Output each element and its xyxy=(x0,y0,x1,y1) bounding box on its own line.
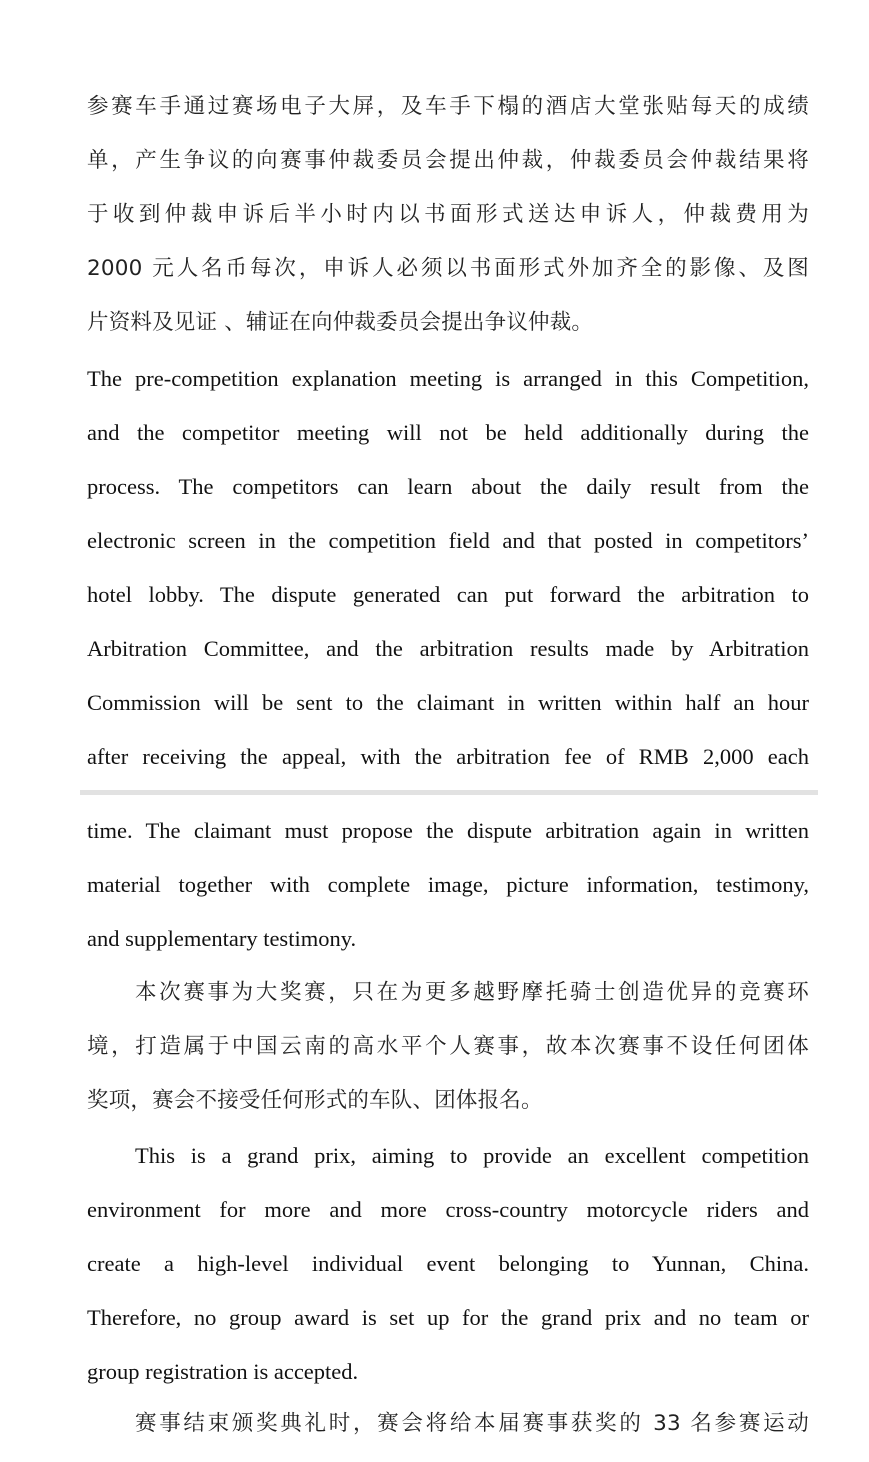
text-line: electronic screen in the competition field and that posted in competitors’ xyxy=(87,528,809,553)
paragraph-en-arbitration xyxy=(87,352,809,784)
paragraph-cn-arbitration xyxy=(87,80,809,350)
text-line: Therefore, no group award is set up for the grand prix and no team or xyxy=(87,1305,809,1330)
text-line: process. The competitors can learn about the daily result from the xyxy=(87,474,809,499)
text-line: Arbitration Committee, and the arbitration results made by Arbitration xyxy=(87,636,809,661)
text-line: environment for more and more cross-country motorcycle riders and xyxy=(87,1197,809,1222)
paragraph-cn-grand-prix xyxy=(87,966,809,1128)
text-line: 奖项，赛会不接受任何形式的车队、团体报名。 xyxy=(87,1088,543,1113)
text-line: material together with complete image, picture information, testimony, xyxy=(87,872,809,897)
text-line: create a high-level individual event belonging to Yunnan, China. xyxy=(87,1251,809,1276)
paragraph-en-arbitration-continued xyxy=(87,804,809,966)
paragraph-cn-awards xyxy=(87,1397,809,1451)
text-line: 赛事结束颁奖典礼时，赛会将给本届赛事获奖的 33 名参赛运动 xyxy=(135,1411,809,1436)
text-line: 参赛车手通过赛场电子大屏，及车手下榻的酒店大堂张贴每天的成绩 xyxy=(87,94,809,119)
text-line: 2000 元人名币每次，申诉人必须以书面形式外加齐全的影像、及图 xyxy=(87,256,809,281)
text-line: This is a grand prix, aiming to provide an excellent competition xyxy=(135,1143,809,1168)
text-line: 本次赛事为大奖赛，只在为更多越野摩托骑士创造优异的竞赛环 xyxy=(135,980,809,1005)
text-line: time. The claimant must propose the dispute arbitration again in written xyxy=(87,818,809,843)
text-line: Commission will be sent to the claimant in written within half an hour xyxy=(87,690,809,715)
text-line: group registration is accepted. xyxy=(87,1359,359,1384)
text-line: after receiving the appeal, with the arbitration fee of RMB 2,000 each xyxy=(87,744,809,769)
text-line: and the competitor meeting will not be held additionally during the xyxy=(87,420,809,445)
text-line: The pre-competition explanation meeting is arranged in this Competition, xyxy=(87,366,809,391)
page-break-divider xyxy=(80,790,818,795)
text-line: 境，打造属于中国云南的高水平个人赛事，故本次赛事不设任何团体 xyxy=(87,1034,809,1059)
text-line: 单，产生争议的向赛事仲裁委员会提出仲裁，仲裁委员会仲裁结果将 xyxy=(87,148,809,173)
text-line: hotel lobby. The dispute generated can put forward the arbitration to xyxy=(87,582,809,607)
text-line: 于收到仲裁申诉后半小时内以书面形式送达申诉人，仲裁费用为 xyxy=(87,202,809,227)
text-line: and supplementary testimony. xyxy=(87,926,357,951)
text-line: 片资料及见证 、辅证在向仲裁委员会提出争议仲裁。 xyxy=(87,310,594,335)
paragraph-en-grand-prix xyxy=(87,1129,809,1399)
